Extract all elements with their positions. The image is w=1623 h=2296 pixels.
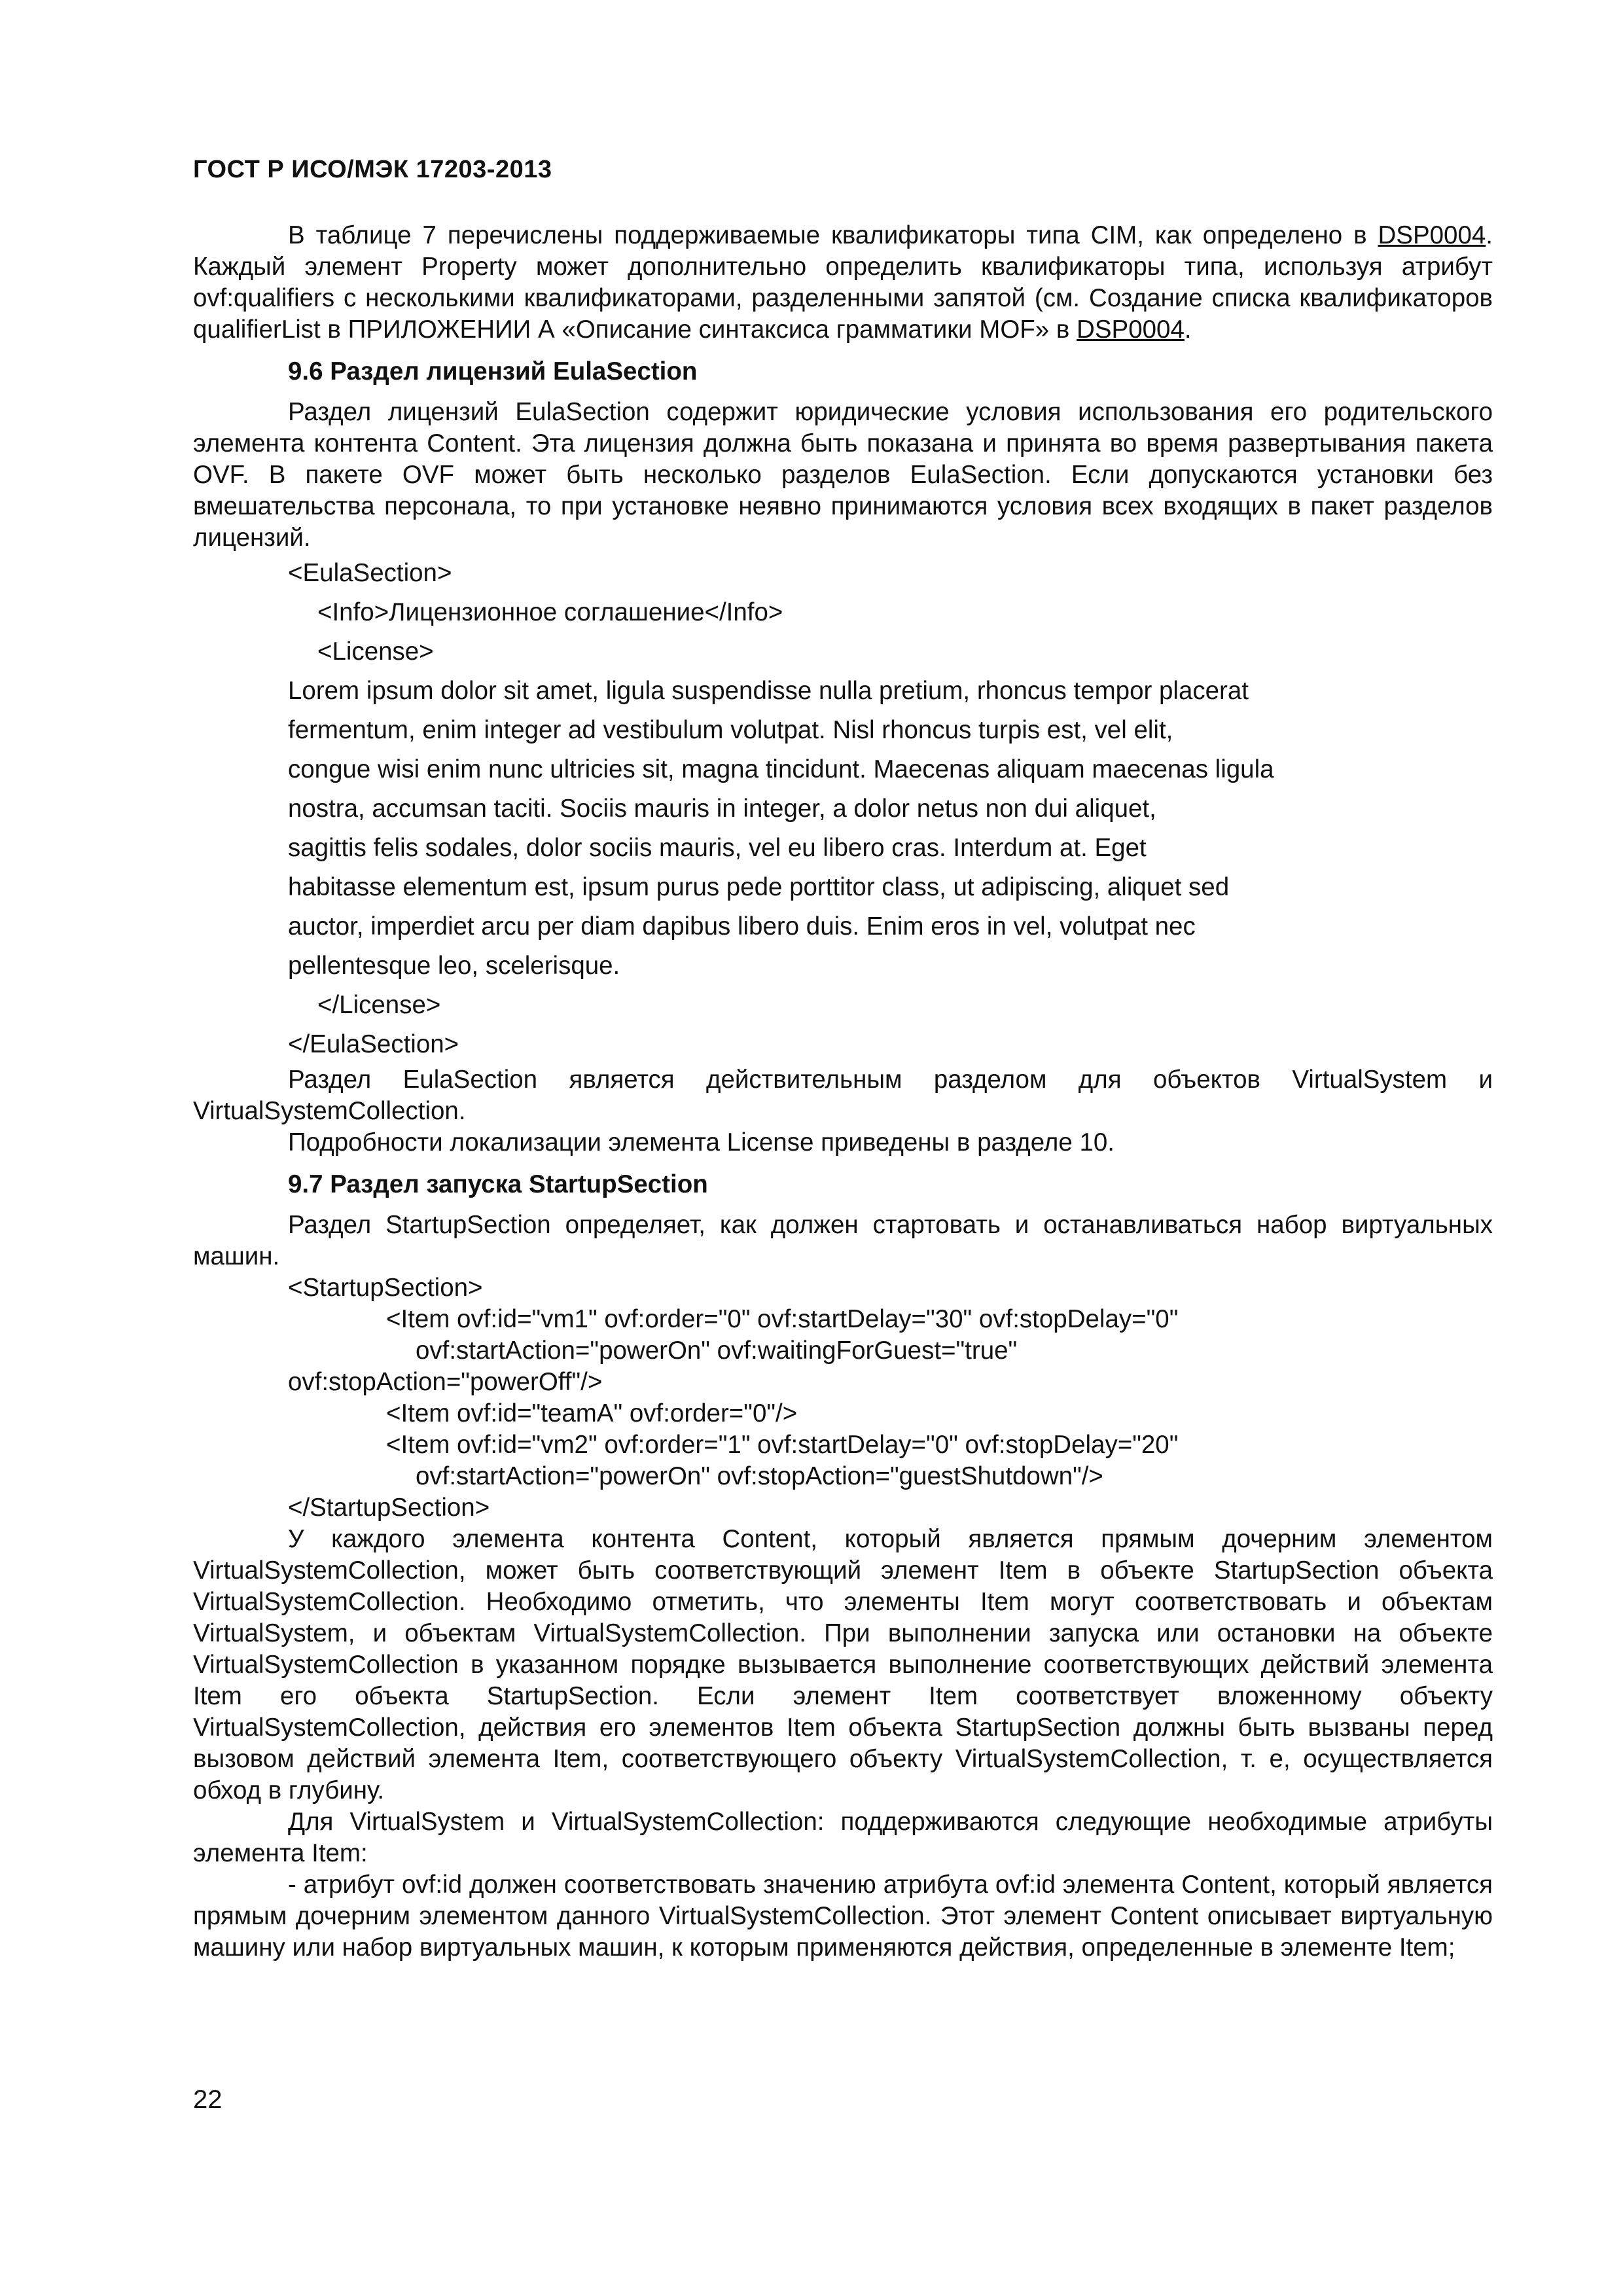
code-line: <Info>Лицензионное соглашение</Info> (317, 598, 783, 626)
page-number: 22 (193, 2085, 223, 2114)
code-line: <StartupSection> (288, 1274, 483, 1302)
page-body (193, 220, 1493, 1964)
lorem-line: auctor, imperdiet arcu per diam dapibus libero duis. Enim eros in vel, volutpat nec (288, 912, 1196, 941)
lorem-line: pellentesque leo, scelerisque. (288, 952, 620, 980)
code-line: </License> (317, 991, 441, 1019)
section-9-7-paragraph: Раздел StartupSection определяет, как должен стартовать и останавливаться набор виртуальных машин. (193, 1211, 1493, 1270)
code-line: <EulaSection> (288, 559, 452, 587)
lorem-line: nostra, accumsan taciti. Sociis mauris in integer, a dolor netus non dui aliquet, (288, 795, 1156, 823)
document-header: ГОСТ Р ИСО/МЭК 17203-2013 (193, 156, 552, 183)
intro-paragraph: В таблице 7 перечислены поддерживаемые квалификаторы типа CIM, как определено в DSP0004. Каждый элемент Property может дополнительно определить квалификаторы типа, используя атрибут ovf:qualifiers с несколькими квалификаторами, разделенными запятой (см. Создание списка квалификаторов qualifierList в ПРИЛОЖЕНИИ А «Описание синтаксиса грамматики MOF» в DSP0004. (193, 221, 1493, 344)
lorem-line: congue wisi enim nunc ultricies sit, magna tincidunt. Maecenas aliquam maecenas ligula (288, 755, 1274, 783)
code-line: <Item ovf:id="teamA" ovf:order="0"/> (386, 1399, 798, 1427)
lorem-line: fermentum, enim integer ad vestibulum volutpat. Nisl rhoncus turpis est, vel elit, (288, 716, 1173, 744)
code-line: </StartupSection> (288, 1494, 490, 1522)
dsp0004-link-2[interactable]: DSP0004 (1077, 315, 1185, 344)
section-9-6-paragraph: Раздел лицензий EulaSection содержит юридические условия использования его родительского элемента контента Content. Эта лицензия должна быть показана и принята во время развертывания пакета OVF. В пакете OVF может быть несколько разделов EulaSection. Если допускаются установки без вмешательства персонала, то при установке неявно принимаются условия всех входящих в пакет разделов лицензий. (193, 398, 1493, 552)
license-text (193, 672, 1493, 986)
item-attributes-paragraph: Для VirtualSystem и VirtualSystemCollection: поддерживаются следующие необходимые атрибуты элемента Item: (193, 1808, 1493, 1867)
lorem-line: sagittis felis sodales, dolor sociis mauris, vel eu libero cras. Interdum at. Eget (288, 834, 1147, 862)
eula-validity-paragraph: Раздел EulaSection является действительным разделом для объектов VirtualSystem и VirtualSystemCollection. (193, 1066, 1493, 1125)
startup-code-block (193, 1272, 1493, 1524)
code-line: <Item ovf:id="vm1" ovf:order="0" ovf:startDelay="30" ovf:stopDelay="0" (386, 1305, 1179, 1333)
code-line: ovf:startAction="powerOn" ovf:stopAction="guestShutdown"/> (416, 1462, 1103, 1490)
section-9-6-heading: 9.6 Раздел лицензий EulaSection (288, 357, 698, 386)
code-line: ovf:stopAction="powerOff"/> (288, 1368, 603, 1396)
ovf-id-attribute-paragraph: - атрибут ovf:id должен соответствовать значению атрибута ovf:id элемента Content, который является прямым дочерним элементом данного VirtualSystemCollection. Этот элемент Content описывает виртуальную машину или набор виртуальных машин, к которым применяются действия, определенные в элементе Item; (193, 1871, 1493, 1962)
code-line: <License> (317, 637, 434, 666)
lorem-line: habitasse elementum est, ipsum purus pede porttitor class, ut adipiscing, aliquet sed (288, 873, 1230, 901)
code-line: <Item ovf:id="vm2" ovf:order="1" ovf:startDelay="0" ovf:stopDelay="20" (386, 1431, 1179, 1459)
section-9-7-heading: 9.7 Раздел запуска StartupSection (288, 1170, 708, 1198)
code-line: </EulaSection> (288, 1030, 459, 1058)
dsp0004-link[interactable]: DSP0004 (1378, 221, 1486, 249)
license-localization-paragraph: Подробности локализации элемента License приведены в разделе 10. (288, 1128, 1115, 1157)
startup-explanation-paragraph: У каждого элемента контента Content, который является прямым дочерним элементом VirtualSystemCollection, может быть соответствующий элемент Item в объекте StartupSection объекта VirtualSystemCollection. Необходимо отметить, что элементы Item могут соответствовать и объектам VirtualSystem, и объектам VirtualSystemCollection. При выполнении запуска или остановки на объекте VirtualSystemCollection в указанном порядке вызывается выполнение соответствующих действий элемента Item его объекта StartupSection. Если элемент Item соответствует вложенному объекту VirtualSystemCollection, действия его элементов Item объекта StartupSection должны быть вызваны перед вызовом действий элемента Item, соответствующего объекту VirtualSystemCollection, т. е, осуществляется обход в глубину. (193, 1525, 1493, 1804)
code-line: ovf:startAction="powerOn" ovf:waitingForGuest="true" (416, 1336, 1018, 1365)
eula-code-block (193, 554, 1493, 1064)
lorem-line: Lorem ipsum dolor sit amet, ligula suspendisse nulla pretium, rhoncus tempor placerat (288, 677, 1249, 705)
